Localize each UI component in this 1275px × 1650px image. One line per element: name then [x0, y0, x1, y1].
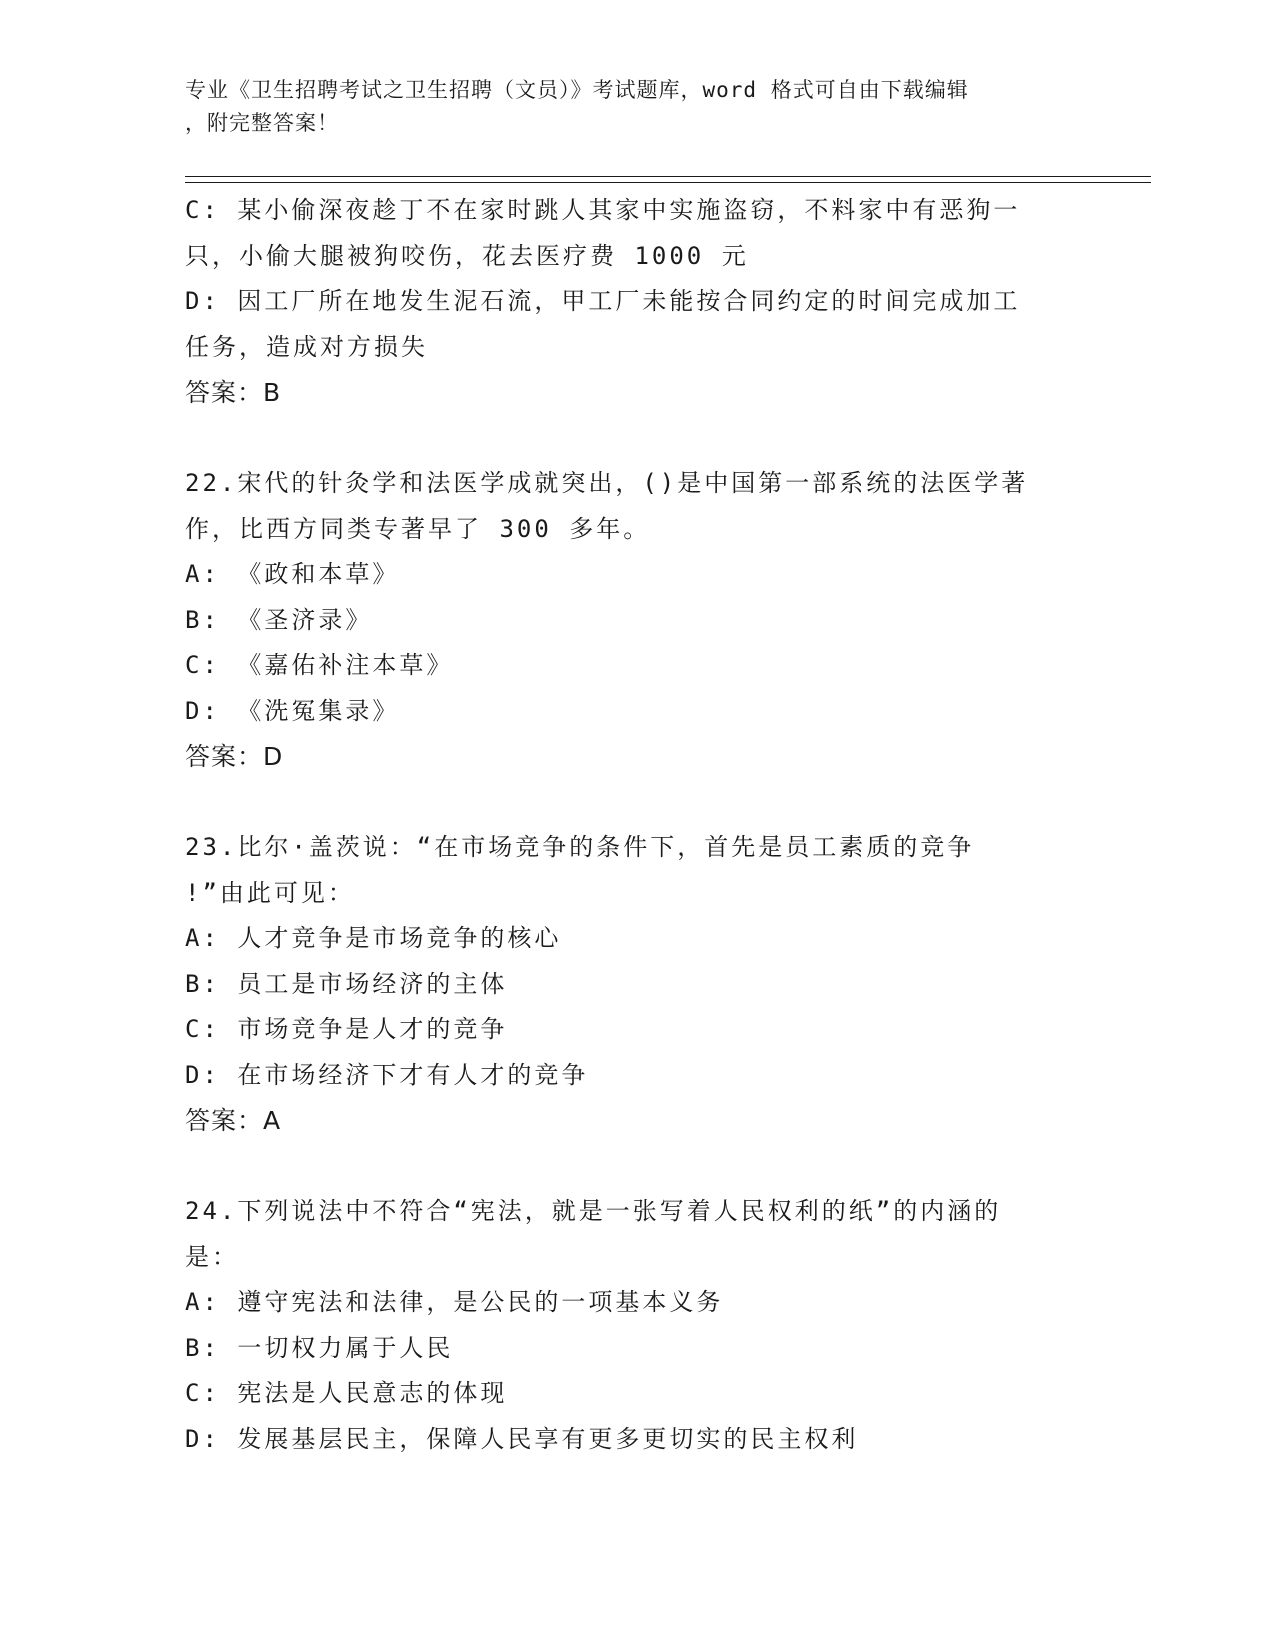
option-a: A: 人才竞争是市场竞争的核心 [185, 924, 562, 952]
spacer [185, 416, 1085, 462]
answer-label: 答案：D [185, 742, 284, 771]
option-b: B: 员工是市场经济的主体 [185, 969, 508, 998]
option-c: C: 《嘉佑补注本草》 [185, 651, 454, 679]
option-d: D: 发展基层民主，保障人民享有更多更切实的民主权利 [185, 1424, 859, 1453]
option-d: D: 《洗冤集录》 [185, 696, 400, 725]
question-24 [185, 1189, 1085, 1462]
question-stem-line-1: 24.下列说法中不符合“宪法，就是一张写着人民权利的纸”的内涵的 [185, 1197, 1002, 1225]
answer-label: 答案：A [185, 1106, 282, 1135]
header-divider-top [185, 176, 1151, 177]
option-d: D: 在市场经济下才有人才的竞争 [185, 1060, 589, 1089]
question-23 [185, 825, 1085, 1144]
question-stem-line-1: 23.比尔·盖茨说：“在市场竞争的条件下，首先是员工素质的竞争 [185, 833, 975, 861]
spacer [185, 780, 1085, 826]
answer-label: 答案：B [185, 378, 282, 407]
option-b: B: 《圣济录》 [185, 605, 373, 634]
option-d-line-2: 任务，造成对方损失 [185, 332, 428, 361]
question-stem-line-2: !”由此可见： [185, 878, 355, 907]
header-divider-bottom [185, 182, 1151, 183]
option-a: A: 遵守宪法和法律，是公民的一项基本义务 [185, 1288, 724, 1316]
option-d-line-1: D: 因工厂所在地发生泥石流，甲工厂未能按合同约定的时间完成加工 [185, 287, 1021, 315]
option-b: B: 一切权力属于人民 [185, 1333, 454, 1362]
question-list [185, 188, 1085, 1462]
option-c: C: 市场竞争是人才的竞争 [185, 1015, 508, 1043]
header-title-line-2: ，附完整答案！ [185, 111, 339, 135]
question-stem-line-2: 是： [185, 1242, 239, 1271]
option-c-line-1: C: 某小偷深夜趁丁不在家时跳人其家中实施盗窃，不料家中有恶狗一 [185, 196, 1021, 224]
spacer [185, 1144, 1085, 1190]
option-c: C: 宪法是人民意志的体现 [185, 1379, 508, 1407]
option-c-line-2: 只，小偷大腿被狗咬伤，花去医疗费 1000 元 [185, 241, 749, 270]
question-22 [185, 461, 1085, 780]
question-21-tail [185, 188, 1085, 416]
header-title-line-1: 专业《卫生招聘考试之卫生招聘（文员）》考试题库，word 格式可自由下载编辑 [185, 78, 969, 102]
document-header [185, 74, 1085, 140]
option-a: A: 《政和本草》 [185, 560, 400, 588]
question-stem-line-1: 22.宋代的针灸学和法医学成就突出，()是中国第一部系统的法医学著 [185, 469, 1029, 497]
question-stem-line-2: 作，比西方同类专著早了 300 多年。 [185, 514, 651, 543]
